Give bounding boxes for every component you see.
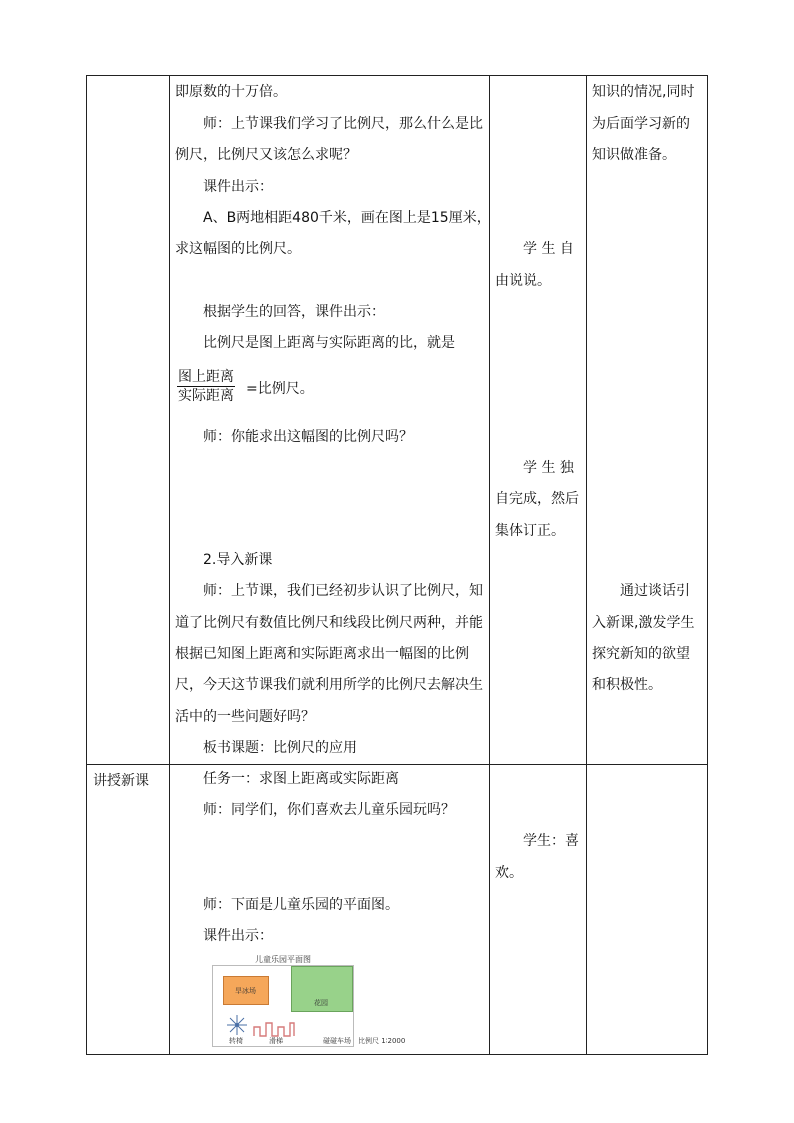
ice-rink-area	[223, 976, 269, 1005]
content-line: 例尺，比例尺又该怎么求呢？	[175, 147, 357, 163]
slide-label: 滑梯	[269, 1037, 283, 1045]
content-line: 尺，今天这节课我们就利用所学的比例尺去解决生	[175, 677, 483, 693]
content-line: 师：上节课我们学习了比例尺，那么什么是比	[203, 116, 483, 132]
garden-label: 花园	[314, 999, 328, 1007]
intent-line: 为后面学习新的	[592, 116, 690, 132]
intent-line: 和积极性。	[592, 677, 662, 693]
intent-line: 知识的情况,同时	[592, 84, 695, 100]
stage-cell	[87, 765, 170, 1055]
fraction-denominator: 实际距离	[178, 388, 234, 404]
content-cell	[170, 765, 490, 1055]
student-line: 学 生 自	[523, 241, 574, 257]
board-title: 板书课题：比例尺的应用	[203, 740, 357, 756]
content-line: 根据已知图上距离和实际距离求出一幅图的比例	[175, 646, 469, 662]
student-line: 集体订正。	[495, 523, 565, 539]
slide-icon	[253, 1021, 295, 1037]
content-line: 课件出示：	[203, 928, 273, 944]
content-cell	[170, 76, 490, 765]
stage-cell	[87, 76, 170, 765]
task-heading: 任务一：求图上距离或实际距离	[203, 771, 399, 787]
content-line: 活中的一些问题好吗？	[175, 709, 315, 725]
student-line: 由说说。	[495, 273, 551, 289]
intent-cell	[587, 765, 708, 1055]
map-title: 儿童乐园平面图	[255, 955, 311, 964]
fraction-numerator: 图上距离	[178, 369, 234, 385]
table-row	[87, 765, 708, 1055]
student-cell	[490, 765, 587, 1055]
student-cell	[490, 76, 587, 765]
table-row	[87, 76, 708, 765]
content-line: 比例尺是图上距离与实际距离的比，就是	[203, 335, 455, 351]
ice-rink-label: 旱冰场	[235, 987, 256, 995]
content-line: 即原数的十万倍。	[175, 84, 287, 100]
stage-label: 讲授新课	[93, 773, 149, 789]
student-line: 学 生 独	[523, 460, 574, 476]
intent-line: 知识做准备。	[592, 147, 676, 163]
content-line: 师：同学们，你们喜欢去儿童乐园玩吗？	[203, 802, 455, 818]
map-frame	[212, 965, 354, 1047]
content-line: 师：你能求出这幅图的比例尺吗？	[203, 429, 413, 445]
content-line: 道了比例尺有数值比例尺和线段比例尺两种，并能	[175, 615, 483, 631]
content-line: 根据学生的回答，课件出示：	[203, 304, 385, 320]
content-line: 课件出示：	[203, 179, 273, 195]
intent-line: 通过谈话引	[620, 583, 690, 599]
carousel-label: 转椅	[229, 1037, 243, 1045]
student-line: 欢。	[495, 865, 523, 881]
map-scale: 比例尺 1∶2000	[358, 1037, 406, 1045]
garden-area	[291, 966, 353, 1012]
intent-cell	[587, 76, 708, 765]
content-line: 求这幅图的比例尺。	[175, 241, 301, 257]
fraction-tail: =比例尺。	[246, 381, 314, 397]
carousel-icon	[225, 1014, 249, 1036]
intent-line: 入新课,激发学生	[592, 615, 695, 631]
content-line: 师：下面是儿童乐园的平面图。	[203, 897, 399, 913]
lesson-plan-table	[86, 75, 708, 1055]
section-heading: 2.导入新课	[203, 552, 273, 568]
student-line: 学生：喜	[523, 833, 579, 849]
intent-line: 探究新知的欲望	[592, 646, 690, 662]
student-line: 自完成，然后	[495, 491, 579, 507]
formula-fraction	[177, 368, 235, 405]
content-line: 师：上节课，我们已经初步认识了比例尺，知	[203, 583, 483, 599]
content-line: A、B两地相距480千米，画在图上是15厘米，	[203, 210, 491, 226]
bumper-cars-label: 碰碰车场	[323, 1037, 351, 1045]
